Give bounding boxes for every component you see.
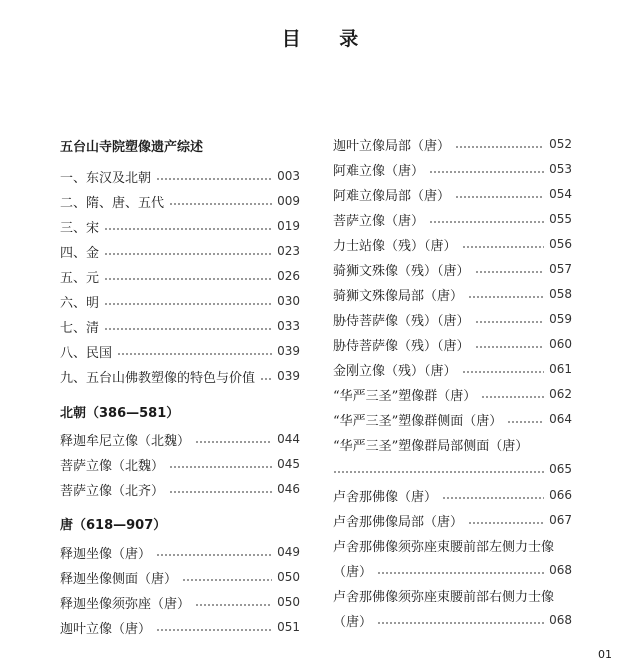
toc-entry-label: 八、民国 — [60, 345, 113, 361]
toc-entry[interactable] — [333, 208, 572, 230]
toc-entry-label: （唐） — [333, 614, 373, 630]
leader-dots — [377, 622, 544, 624]
toc-entry-label: 二、隋、唐、五代 — [60, 195, 165, 211]
toc-entry-label: 七、清 — [60, 320, 100, 336]
toc-entry[interactable] — [60, 478, 300, 500]
toc-entry[interactable] — [60, 340, 300, 362]
leader-dots — [507, 421, 544, 423]
toc-entry-label: 力士站像（残）（唐） — [333, 238, 457, 254]
toc-entry[interactable] — [60, 428, 300, 450]
section-heading: 五台山寺院塑像遗产综述 — [60, 140, 204, 155]
leader-dots — [169, 491, 272, 493]
toc-entry-page: 061 — [549, 362, 572, 376]
toc-entry[interactable] — [333, 509, 572, 531]
toc-entry-label: 阿难立像局部（唐） — [333, 188, 451, 204]
leader-dots — [475, 271, 545, 273]
leader-dots — [462, 246, 545, 248]
toc-entry-page: 062 — [549, 387, 572, 401]
toc-entry[interactable] — [333, 333, 572, 355]
toc-entry-label: 胁侍菩萨像（残）（唐） — [333, 313, 470, 329]
toc-entry[interactable] — [60, 616, 300, 638]
toc-entry-page: 039 — [277, 369, 300, 383]
leader-dots — [260, 378, 272, 380]
leader-dots — [156, 554, 272, 556]
toc-entry-page: 003 — [277, 169, 300, 183]
leader-dots — [182, 579, 272, 581]
toc-entry[interactable] — [60, 165, 300, 187]
toc-entry-page: 056 — [549, 237, 572, 251]
toc-entry-label: 菩萨立像（北齐） — [60, 483, 165, 499]
toc-entry-label: 菩萨立像（唐） — [333, 213, 425, 229]
toc-entry-page: 055 — [549, 212, 572, 226]
toc-entry-page: 050 — [277, 595, 300, 609]
toc-entry-label: 卢舍那佛像局部（唐） — [333, 514, 464, 530]
toc-entry-page: 065 — [549, 462, 572, 476]
leader-dots — [104, 253, 272, 255]
toc-entry-label: 菩萨立像（北魏） — [60, 458, 165, 474]
leader-dots — [117, 353, 272, 355]
toc-entry-page: 026 — [277, 269, 300, 283]
toc-entry-page: 053 — [549, 162, 572, 176]
toc-entry-page: 067 — [549, 513, 572, 527]
section-heading: 唐（618—907） — [60, 518, 167, 533]
leader-dots — [156, 629, 272, 631]
toc-entry[interactable] — [60, 290, 300, 312]
leader-dots — [104, 278, 272, 280]
leader-dots — [377, 572, 544, 574]
toc-entry-label: 胁侍菩萨像（残）（唐） — [333, 338, 470, 354]
leader-dots — [169, 203, 272, 205]
toc-entry[interactable] — [60, 240, 300, 262]
toc-entry-label: 卢舍那佛像（唐） — [333, 489, 438, 505]
leader-dots — [475, 321, 545, 323]
toc-entry[interactable] — [60, 453, 300, 475]
leader-dots — [468, 522, 544, 524]
page-title: 目 录 — [281, 28, 375, 50]
toc-entry-continuation[interactable] — [333, 609, 572, 631]
leader-dots — [333, 471, 544, 473]
toc-entry[interactable] — [333, 408, 572, 430]
toc-entry-page: 009 — [277, 194, 300, 208]
toc-entry-page: 023 — [277, 244, 300, 258]
toc-entry-page: 030 — [277, 294, 300, 308]
toc-entry-label: （唐） — [333, 564, 373, 580]
leader-dots — [455, 146, 544, 148]
toc-entry[interactable] — [333, 133, 572, 155]
toc-entry-label: 九、五台山佛教塑像的特色与价值 — [60, 370, 256, 386]
toc-entry-page: 066 — [549, 488, 572, 502]
toc-entry-label: 一、东汉及北朝 — [60, 170, 152, 186]
toc-entry-page: 068 — [549, 613, 572, 627]
toc-entry-page: 046 — [277, 482, 300, 496]
leader-dots — [462, 371, 545, 373]
toc-entry-page: 050 — [277, 570, 300, 584]
toc-entry-label: 释迦坐像（唐） — [60, 546, 152, 562]
toc-entry-label: 卢舍那佛像须弥座束腰前部左侧力士像 — [333, 539, 555, 555]
toc-entry-page: 045 — [277, 457, 300, 471]
toc-entry[interactable] — [60, 591, 300, 613]
toc-entry[interactable] — [333, 484, 572, 506]
leader-dots — [475, 346, 545, 348]
toc-entry[interactable] — [60, 265, 300, 287]
toc-entry[interactable] — [333, 183, 572, 205]
toc-entry-label: 骑狮文殊像（残）（唐） — [333, 263, 470, 279]
toc-entry-label: 释迦坐像侧面（唐） — [60, 571, 178, 587]
toc-entry[interactable] — [60, 365, 300, 387]
toc-entry-page: 044 — [277, 432, 300, 446]
toc-entry-page: 054 — [549, 187, 572, 201]
toc-entry-label: “华严三圣”塑像群局部侧面（唐） — [333, 438, 529, 454]
toc-entry-label: “华严三圣”塑像群（唐） — [333, 388, 477, 404]
toc-entry-page: 057 — [549, 262, 572, 276]
leader-dots — [195, 604, 272, 606]
leader-dots — [104, 228, 272, 230]
toc-entry[interactable] — [333, 383, 572, 405]
toc-entry-label: 六、明 — [60, 295, 100, 311]
toc-entry-label: 骑狮文殊像局部（唐） — [333, 288, 464, 304]
leader-dots — [481, 396, 544, 398]
toc-entry-label: 释迦牟尼立像（北魏） — [60, 433, 191, 449]
leader-dots — [429, 221, 544, 223]
leader-dots — [195, 441, 272, 443]
toc-entry[interactable] — [60, 215, 300, 237]
leader-dots — [429, 171, 544, 173]
toc-entry-label: 三、宋 — [60, 220, 100, 236]
toc-entry[interactable] — [333, 584, 572, 606]
toc-entry[interactable] — [333, 283, 572, 305]
toc-entry-label: 四、金 — [60, 245, 100, 261]
toc-entry-continuation[interactable] — [333, 458, 572, 480]
page-number: 01 — [598, 648, 612, 661]
toc-entry[interactable] — [333, 358, 572, 380]
toc-entry[interactable] — [333, 534, 572, 556]
toc-entry-page: 019 — [277, 219, 300, 233]
toc-entry-page: 052 — [549, 137, 572, 151]
toc-entry-page: 049 — [277, 545, 300, 559]
leader-dots — [468, 296, 544, 298]
toc-entry-label: 金刚立像（残）（唐） — [333, 363, 457, 379]
toc-entry[interactable] — [333, 233, 572, 255]
toc-entry-label: 阿难立像（唐） — [333, 163, 425, 179]
toc-entry-page: 064 — [549, 412, 572, 426]
toc-entry[interactable] — [60, 190, 300, 212]
toc-entry-label: 迦叶立像局部（唐） — [333, 138, 451, 154]
toc-entry[interactable] — [333, 158, 572, 180]
toc-entry[interactable] — [333, 308, 572, 330]
leader-dots — [169, 466, 272, 468]
toc-entry-page: 051 — [277, 620, 300, 634]
leader-dots — [442, 497, 544, 499]
toc-entry[interactable] — [60, 541, 300, 563]
leader-dots — [104, 328, 272, 330]
toc-entry[interactable] — [60, 315, 300, 337]
toc-entry-page: 059 — [549, 312, 572, 326]
toc-entry-page: 058 — [549, 287, 572, 301]
toc-entry-continuation[interactable] — [333, 559, 572, 581]
toc-entry-label: 卢舍那佛像须弥座束腰前部右侧力士像 — [333, 589, 555, 605]
toc-entry-label: “华严三圣”塑像群侧面（唐） — [333, 413, 503, 429]
leader-dots — [104, 303, 272, 305]
leader-dots — [156, 178, 272, 180]
toc-entry[interactable] — [333, 258, 572, 280]
toc-entry-label: 释迦坐像须弥座（唐） — [60, 596, 191, 612]
toc-entry-label: 迦叶立像（唐） — [60, 621, 152, 637]
leader-dots — [455, 196, 544, 198]
section-heading: 北朝（386—581） — [60, 406, 180, 421]
toc-entry-page: 060 — [549, 337, 572, 351]
toc-entry-page: 068 — [549, 563, 572, 577]
toc-entry[interactable] — [333, 433, 572, 455]
toc-entry-page: 033 — [277, 319, 300, 333]
toc-entry-label: 五、元 — [60, 270, 100, 286]
toc-entry-page: 039 — [277, 344, 300, 358]
toc-entry[interactable] — [60, 566, 300, 588]
